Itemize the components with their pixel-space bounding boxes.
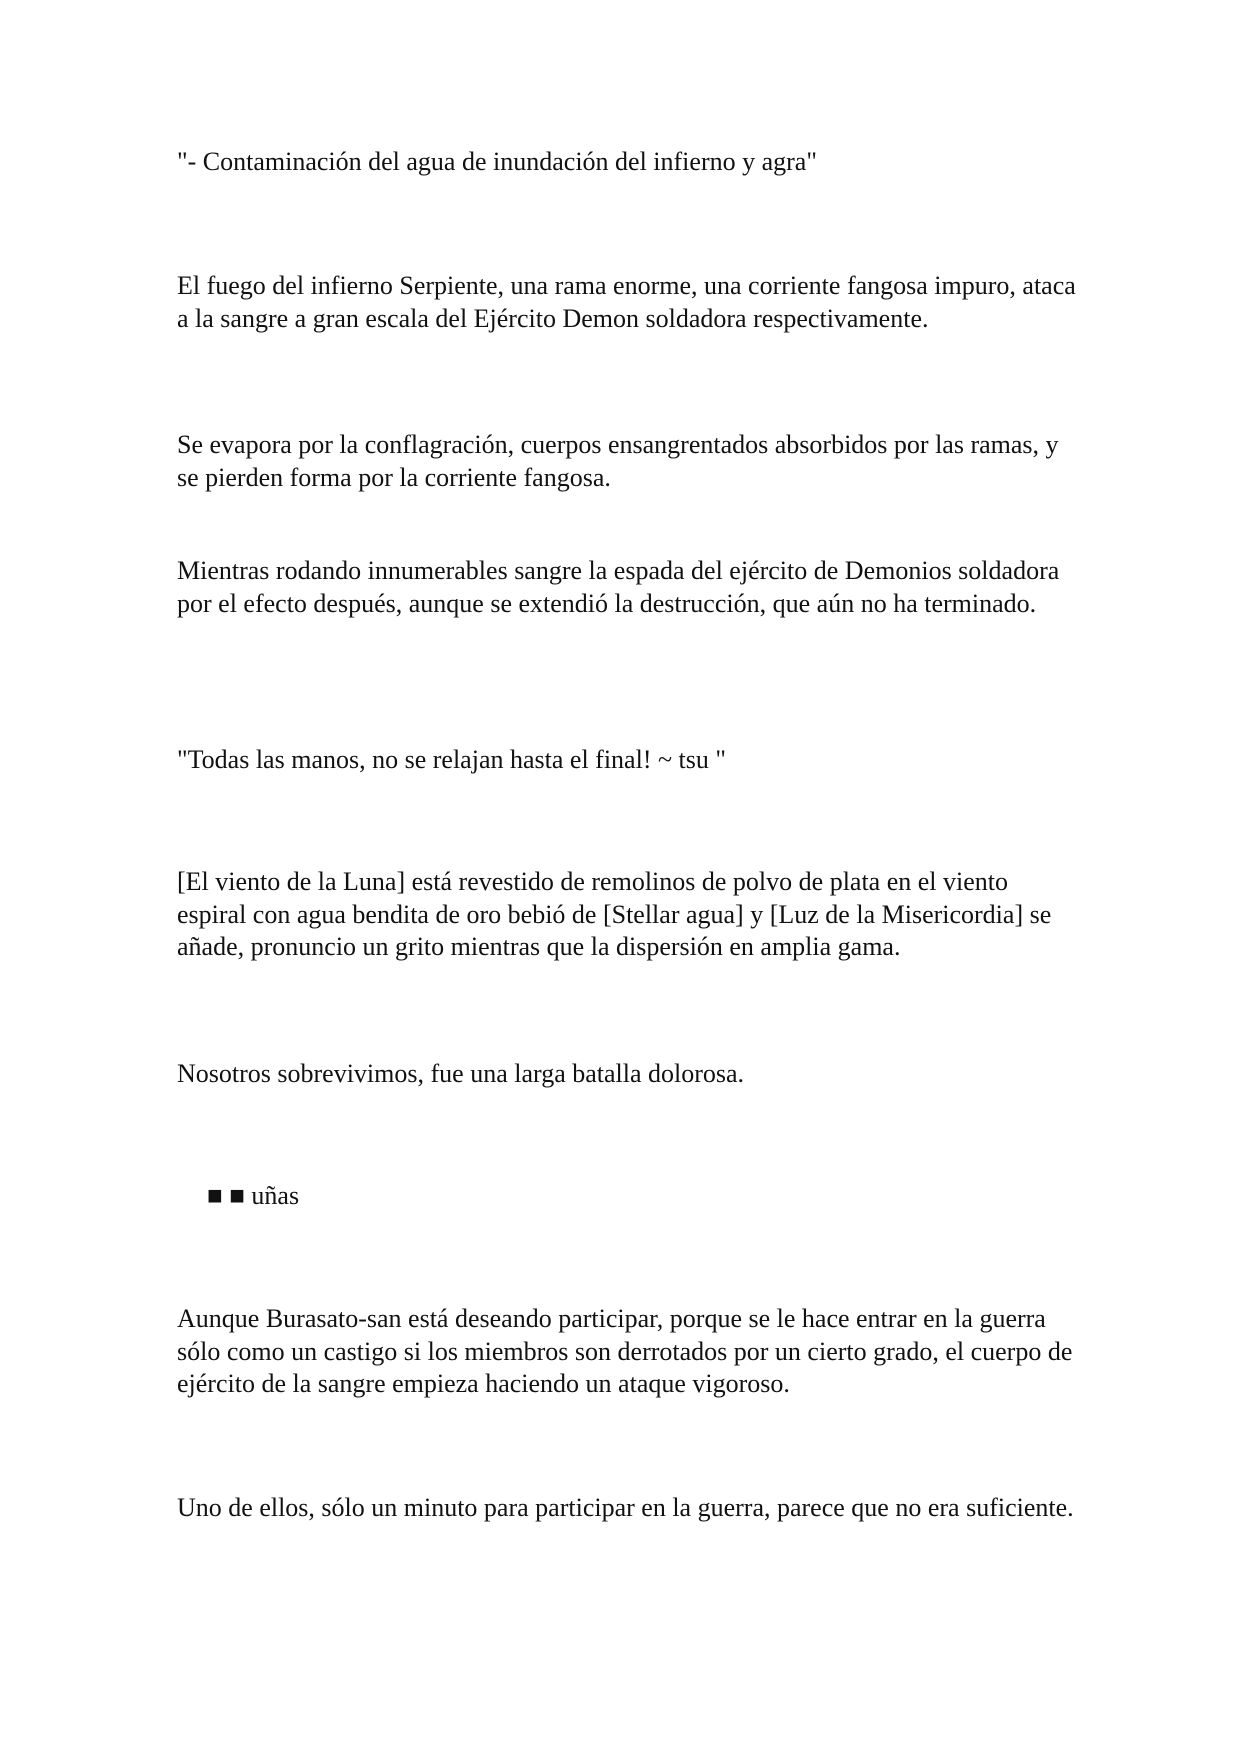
paragraph: Se evapora por la conflagración, cuerpos ensangrentados absorbidos por las ramas, y se pierden forma por la corriente fangosa. bbox=[177, 430, 1059, 492]
paragraph: Aunque Burasato-san está deseando participar, porque se le hace entrar en la guerra sólo como un castigo si los miembros son derrotados por un cierto grado, el cuerpo de ejército de la sangre empieza haciendo un ataque vigoroso. bbox=[177, 1304, 1073, 1398]
paragraph: Nosotros sobrevivimos, fue una larga batalla dolorosa. bbox=[177, 1059, 745, 1088]
paragraph: Uno de ellos, sólo un minuto para participar en la guerra, parece que no era suficiente. bbox=[177, 1493, 1074, 1522]
paragraph: El fuego del infierno Serpiente, una rama enorme, una corriente fangosa impuro, ataca a la sangre a gran escala del Ejército Demon soldadora respectivamente. bbox=[177, 271, 1076, 333]
paragraph: Mientras rodando innumerables sangre la espada del ejército de Demonios soldadora por el efecto después, aunque se extendió la destrucción, que aún no ha terminado. bbox=[177, 556, 1060, 618]
dialogue-quote: "Todas las manos, no se relajan hasta el final! ~ tsu " bbox=[177, 745, 726, 774]
paragraph: [El viento de la Luna] está revestido de remolinos de polvo de plata en el viento espiral con agua bendita de oro bebió de [Stellar agua] y [Luz de la Misericordia] se añade, pronuncio un grito mientras que la dispersión en amplia gama. bbox=[177, 867, 1052, 961]
heading-quote: "- Contaminación del agua de inundación del infierno y agra" bbox=[177, 147, 817, 176]
section-break: ■ ■ uñas bbox=[207, 1181, 300, 1210]
